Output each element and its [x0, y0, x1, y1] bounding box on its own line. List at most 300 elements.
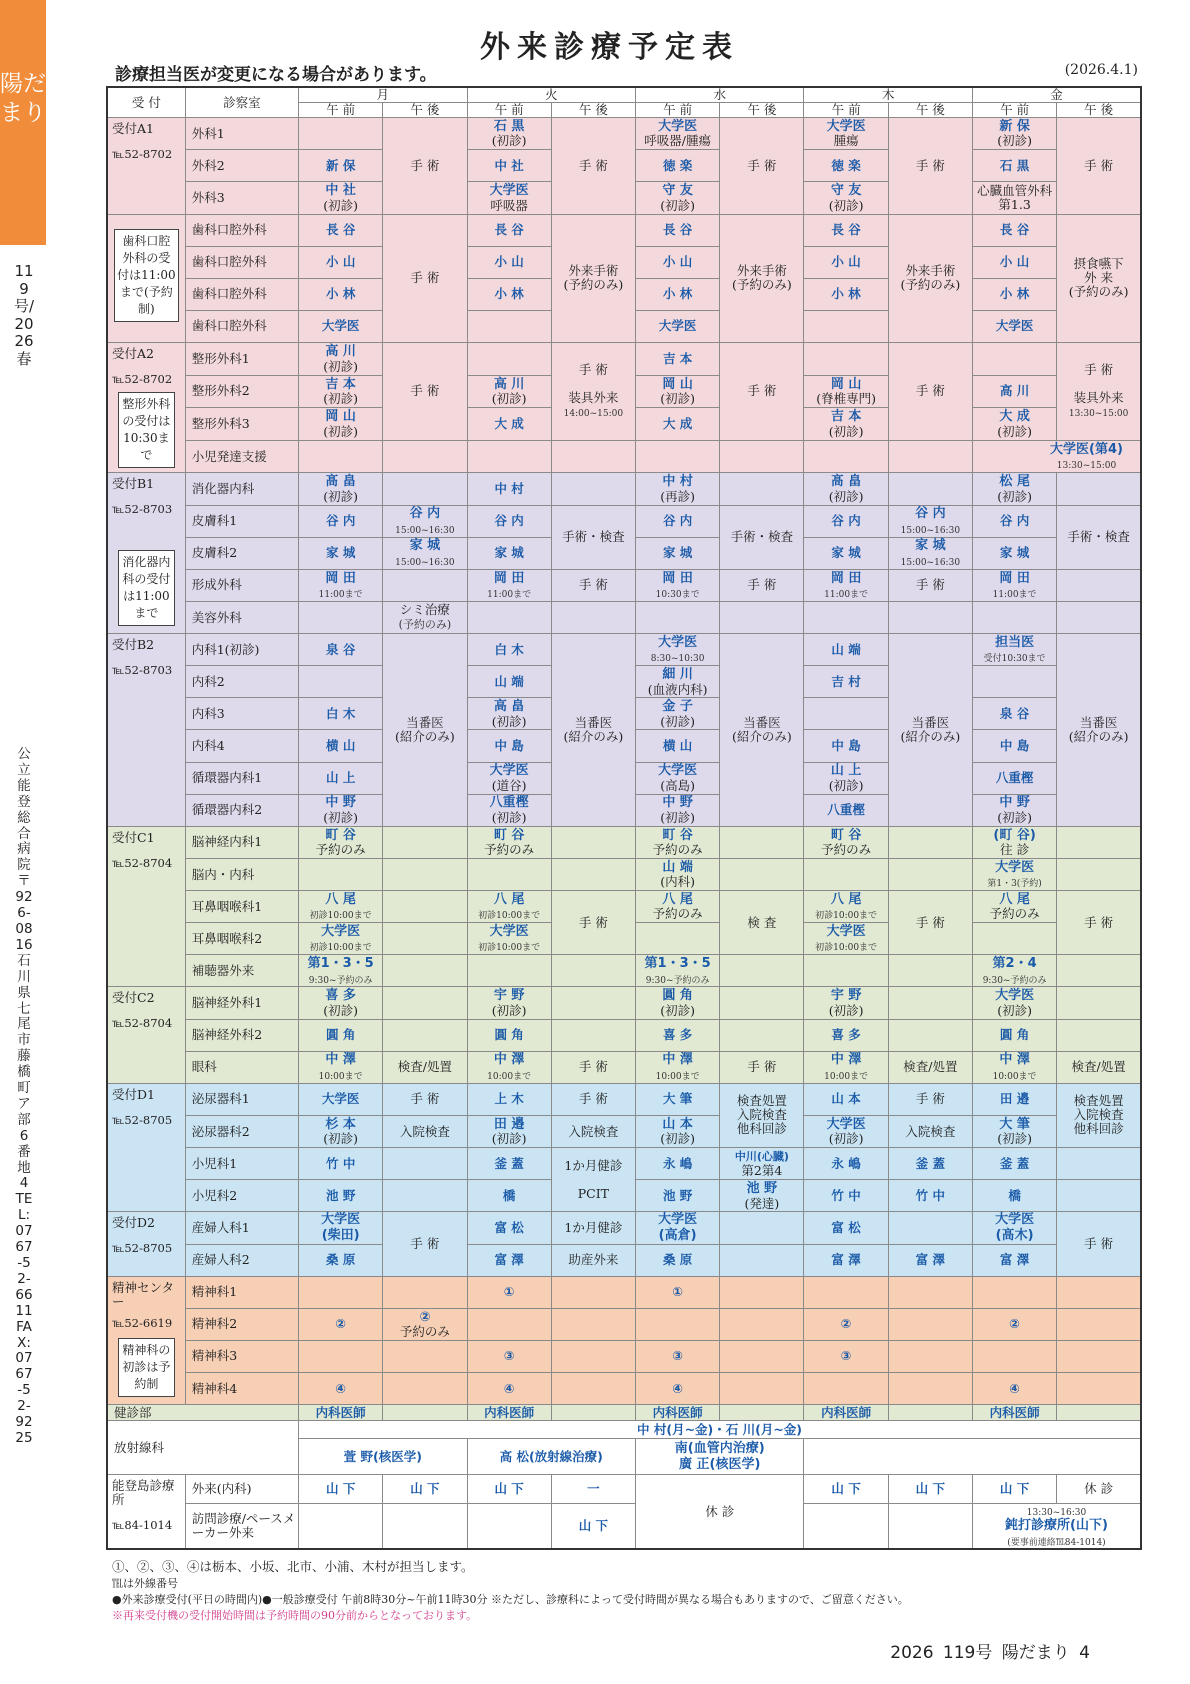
cell: 手 術 — [551, 891, 635, 955]
room: 外来(内科) — [185, 1475, 298, 1503]
cell: 富 松 — [467, 1212, 551, 1244]
room: 整形外科3 — [185, 408, 298, 441]
cell: 谷 内 — [636, 505, 720, 537]
cell: 小 山 — [467, 246, 551, 278]
cell: 吉 村 — [804, 666, 888, 698]
header-reception: 受 付 — [107, 87, 185, 118]
cell: 小 林 — [636, 278, 720, 310]
group-c1: 受付C1 ℡52-8704 — [107, 826, 185, 987]
cell: 喜 多 — [636, 1019, 720, 1051]
cell: 髙 畠 (初診) — [804, 473, 888, 505]
cell: 外来手術 (予約のみ) — [888, 214, 972, 343]
cell: 吉 本 — [636, 343, 720, 376]
room: 外科2 — [185, 150, 298, 182]
cell: 手 術 — [383, 118, 467, 214]
cell: 中 社 — [467, 150, 551, 182]
cell: 長 谷 — [467, 214, 551, 246]
room: 泌尿器科1 — [185, 1083, 298, 1115]
cell: 竹 中 — [804, 1180, 888, 1212]
cell: 山 下 — [383, 1475, 467, 1503]
cell: 細 川 (血液内科) — [636, 666, 720, 698]
footnote: ℡は外線番号 — [112, 1577, 178, 1590]
cell: 中川(心臓) 第2第4 — [720, 1148, 804, 1180]
cell: 山 下 — [804, 1475, 888, 1503]
cell: 高 川 (初診) — [299, 343, 383, 376]
cell: 山 本 (初診) — [636, 1115, 720, 1147]
cell: 桑 原 — [299, 1244, 383, 1276]
cell: 大 筆 (初診) — [972, 1115, 1056, 1147]
cell: 大学医 呼吸器/腫瘍 — [636, 118, 720, 150]
cell: 中 野 (初診) — [972, 794, 1056, 826]
cell: 手 術 — [888, 891, 972, 955]
cell: 当番医 (紹介のみ) — [551, 634, 635, 827]
cell: 手 術 — [1057, 891, 1141, 955]
cell: 検査/処置 — [888, 1051, 972, 1083]
cell: 山 端 (内科) — [636, 858, 720, 890]
schedule-table — [106, 86, 1142, 1550]
pm: 午 後 — [1057, 103, 1141, 118]
cell: 中 澤 10:00まで — [299, 1051, 383, 1083]
cell: 大学医 — [299, 310, 383, 342]
cell: 萱 野(核医学) — [299, 1439, 467, 1475]
cell: 岡 山 (脊椎専門) — [804, 375, 888, 408]
cell: 徳 楽 — [636, 150, 720, 182]
cell: 永 嶋 — [804, 1148, 888, 1180]
cell: 上 木 — [467, 1083, 551, 1115]
am: 午 前 — [972, 103, 1056, 118]
cell: 家 城 15:00~16:30 — [888, 537, 972, 569]
page-title: 外来診療予定表 — [480, 30, 739, 65]
cell: 富 松 — [804, 1212, 888, 1244]
group-c2: 受付C2 ℡52-8704 — [107, 987, 185, 1083]
room: 産婦人科2 — [185, 1244, 298, 1276]
cell: 谷 内 — [467, 505, 551, 537]
cell: 検査処置 入院検査 他科回診 — [720, 1083, 804, 1147]
cell: 富 澤 — [972, 1244, 1056, 1276]
cell: 手術・検査 — [1057, 505, 1141, 569]
cell: ④ — [636, 1373, 720, 1405]
cell: 白 木 — [299, 698, 383, 730]
room: 補聴器外来 — [185, 955, 298, 987]
cell: 南(血管内治療) 廣 正(核医学) — [636, 1439, 804, 1475]
cell: 大学医 (高島) — [636, 762, 720, 794]
cell: 金 子 (初診) — [636, 698, 720, 730]
cell — [804, 310, 888, 342]
cell: 横 山 — [299, 730, 383, 762]
cell: 谷 内 — [804, 505, 888, 537]
cell: 岡 田 11:00まで — [804, 569, 888, 601]
cell: 八重樫 — [972, 762, 1056, 794]
room: 精神科1 — [185, 1276, 298, 1308]
cell: 中 澤 10:00まで — [467, 1051, 551, 1083]
room: 歯科口腔外科 — [185, 214, 298, 246]
cell: 手 術 — [888, 118, 972, 214]
room: 内科2 — [185, 666, 298, 698]
cell: 内科医師 — [299, 1405, 383, 1421]
cell: 中 村 — [467, 473, 551, 505]
room: 外科1 — [185, 118, 298, 150]
cell: 山 端 — [804, 634, 888, 666]
cell: 岡 田 10:30まで — [636, 569, 720, 601]
cell: 検 査 — [720, 891, 804, 955]
cell: 手 術 — [720, 118, 804, 214]
page-footer: 2026 119号 陽だまり 4 — [890, 1643, 1090, 1663]
cell: 小 林 — [972, 278, 1056, 310]
cell: 手 術 — [551, 1083, 635, 1115]
cell: 手 術 — [551, 118, 635, 214]
room: 精神科3 — [185, 1340, 298, 1372]
group-radiology: 放射線科 — [107, 1421, 299, 1475]
cell: 手術・検査 — [551, 505, 635, 569]
group-a2: 受付A2 ℡52-8702 整形外科の受付は10:30まで — [107, 343, 185, 473]
pm: 午 後 — [551, 103, 635, 118]
cell: 手 術 装具外来 13:30~15:00 — [1057, 343, 1141, 441]
cell: 中 澤 10:00まで — [972, 1051, 1056, 1083]
am: 午 前 — [636, 103, 720, 118]
room: 循環器内科1 — [185, 762, 298, 794]
cell: 第2・4 9:30~予約のみ — [972, 955, 1056, 987]
cell: 山 端 — [467, 666, 551, 698]
cell: 徳 楽 — [804, 150, 888, 182]
cell: 一 — [551, 1475, 635, 1503]
cell: 内科医師 — [636, 1405, 720, 1421]
cell: 当番医 (紹介のみ) — [383, 634, 467, 827]
cell: 泉 谷 — [299, 634, 383, 666]
cell: 八 尾 予約のみ — [636, 891, 720, 923]
group-d1: 受付D1 ℡52-8705 — [107, 1083, 185, 1212]
cell: 大学医 初診10:00まで — [467, 923, 551, 955]
cell: 手 術 装具外来 14:00~15:00 — [551, 343, 635, 441]
cell: 外来手術 (予約のみ) — [551, 214, 635, 343]
group-psych: 精神センター ℡52-6619 精神科の初診は予約制 — [107, 1276, 185, 1405]
cell: 大学医 (柴田) — [299, 1212, 383, 1244]
cell: 新 保 (初診) — [972, 118, 1056, 150]
cell: 高 川 (初診) — [467, 375, 551, 408]
cell: 圓 角 — [972, 1019, 1056, 1051]
cell: シミ治療 (予約のみ) — [383, 601, 467, 633]
cell: 山 下 — [467, 1475, 551, 1503]
cell: 大学医 (高倉) — [636, 1212, 720, 1244]
cell: 池 野 — [636, 1180, 720, 1212]
cell: 小 林 — [467, 278, 551, 310]
room: 歯科口腔外科 — [185, 310, 298, 342]
cell: 手 術 — [551, 1051, 635, 1083]
cell: 中 社 (初診) — [299, 182, 383, 214]
cell: 谷 内 15:00~16:30 — [383, 505, 467, 537]
header-thu: 木 — [804, 87, 972, 103]
group-checkup: 健診部 — [107, 1405, 299, 1421]
cell: 中 村 (再診) — [636, 473, 720, 505]
cell: 吉 本 (初診) — [804, 408, 888, 441]
cell: 1か月健診 PCIT — [551, 1148, 635, 1212]
cell: ② — [972, 1308, 1056, 1340]
cell: 八 尾 初診10:00まで — [299, 891, 383, 923]
cell: 大学医 (初診) — [804, 1115, 888, 1147]
cell: 手 術 — [888, 1083, 972, 1115]
cell: 内科医師 — [972, 1405, 1056, 1421]
cell: 富 澤 — [804, 1244, 888, 1276]
cell: 守 友 (初診) — [804, 182, 888, 214]
cell: 家 城 — [972, 537, 1056, 569]
cell: 高 川 — [972, 375, 1056, 408]
cell: 大学医 (初診) — [972, 987, 1056, 1019]
room: 整形外科2 — [185, 375, 298, 408]
cell: 吉 本 (初診) — [299, 375, 383, 408]
cell: 池 野 — [299, 1180, 383, 1212]
cell: 池 野 (発達) — [720, 1180, 804, 1212]
cell: 岡 田 11:00まで — [467, 569, 551, 601]
cell: 谷 内 — [299, 505, 383, 537]
cell: 心臓血管外科 第1.3 — [972, 182, 1056, 214]
address-vertical: 公立能登総合病院 〒926-0816 石川県七尾市藤橋町ア部6番地4 TEL:0767-52-6611 FAX:0767-52-9225 — [15, 746, 33, 1446]
cell: 大学医 (道谷) — [467, 762, 551, 794]
room: 小児発達支援 — [185, 440, 298, 473]
group-b2: 受付B2 ℡52-8703 — [107, 634, 185, 827]
cell: (町 谷) 往 診 — [972, 826, 1056, 858]
room: 小児科1 — [185, 1148, 298, 1180]
cell: 入院検査 — [888, 1115, 972, 1147]
footnote: ※再来受付機の受付開始時間は予約時間の90分前からとなっております。 — [112, 1609, 478, 1622]
issue-vertical: 119号/2026春 — [14, 262, 35, 368]
cell: 石 黒 — [972, 150, 1056, 182]
room: 美容外科 — [185, 601, 298, 633]
cell: ④ — [467, 1373, 551, 1405]
cell: 山 下 — [551, 1503, 635, 1549]
cell: 大学医 — [636, 310, 720, 342]
room: 泌尿器科2 — [185, 1115, 298, 1147]
room: 脳内・内科 — [185, 858, 298, 890]
cell: 内科医師 — [467, 1405, 551, 1421]
cell: 手 術 — [1057, 118, 1141, 214]
cell: 町 谷 予約のみ — [467, 826, 551, 858]
cell: 町 谷 予約のみ — [636, 826, 720, 858]
cell: 八 尾 初診10:00まで — [467, 891, 551, 923]
cell: 手 術 — [720, 343, 804, 441]
cell: 中 野 (初診) — [299, 794, 383, 826]
cell: 入院検査 — [551, 1115, 635, 1147]
note-dental: 歯科口腔外科の受付は11:00まで(予約制) — [107, 214, 185, 343]
cell: ④ — [972, 1373, 1056, 1405]
cell: 高 松(放射線治療) — [467, 1439, 635, 1475]
cell: 永 嶋 — [636, 1148, 720, 1180]
cell: 入院検査 — [383, 1115, 467, 1147]
cell: 手 術 — [383, 1212, 467, 1276]
room: 脳神経内科1 — [185, 826, 298, 858]
cell: ③ — [467, 1340, 551, 1372]
cell: 家 城 — [636, 537, 720, 569]
cell: 圓 角 — [299, 1019, 383, 1051]
cell: ② 予約のみ — [383, 1308, 467, 1340]
cell: ③ — [636, 1340, 720, 1372]
cell: 検査/処置 — [383, 1051, 467, 1083]
cell: 手 術 — [720, 1051, 804, 1083]
cell: 中 村(月~金)・石 川(月~金) — [299, 1421, 1141, 1439]
cell: 外来手術 (予約のみ) — [720, 214, 804, 343]
group-d2: 受付D2 ℡52-8705 — [107, 1212, 185, 1276]
cell: 山 上 (初診) — [804, 762, 888, 794]
cell: 泉 谷 — [972, 698, 1056, 730]
cell: 釜 蓋 — [972, 1148, 1056, 1180]
cell: 中 島 — [467, 730, 551, 762]
room: 皮膚科2 — [185, 537, 298, 569]
cell: 竹 中 — [888, 1180, 972, 1212]
cell: 休 診 — [1057, 1475, 1141, 1503]
cell: 橋 — [972, 1180, 1056, 1212]
cell: 内科医師 — [804, 1405, 888, 1421]
cell: 大学医 初診10:00まで — [804, 923, 888, 955]
cell: ② — [299, 1308, 383, 1340]
cell: 助産外来 — [551, 1244, 635, 1276]
cell: 橋 — [467, 1180, 551, 1212]
cell: ① — [467, 1276, 551, 1308]
cell: 大 筆 — [636, 1083, 720, 1115]
cell: 第1・3・5 9:30~予約のみ — [636, 955, 720, 987]
cell: 大 成 — [636, 408, 720, 441]
cell: 宇 野 (初診) — [804, 987, 888, 1019]
cell: 摂食嚥下 外 来 (予約のみ) — [1057, 214, 1141, 343]
am: 午 前 — [804, 103, 888, 118]
cell: 山 下 — [888, 1475, 972, 1503]
cell: 小 林 — [804, 278, 888, 310]
cell: 田 邉 — [972, 1083, 1056, 1115]
room: 脳神経外科2 — [185, 1019, 298, 1051]
room: 皮膚科1 — [185, 505, 298, 537]
pm: 午 後 — [383, 103, 467, 118]
cell: 当番医 (紹介のみ) — [1057, 634, 1141, 827]
cell: 長 谷 — [636, 214, 720, 246]
cell: 大学医 — [299, 1083, 383, 1115]
cell: 手 術 — [383, 214, 467, 343]
cell: 中 澤 10:00まで — [636, 1051, 720, 1083]
date: (2026.4.1) — [1064, 62, 1138, 78]
room: 脳神経外科1 — [185, 987, 298, 1019]
room: 消化器内科 — [185, 473, 298, 505]
cell: 石 黒 (初診) — [467, 118, 551, 150]
cell: 小 山 — [636, 246, 720, 278]
cell: 町 谷 予約のみ — [299, 826, 383, 858]
room: 内科4 — [185, 730, 298, 762]
room: 訪問診療/ペースメーカー外来 — [185, 1503, 298, 1549]
header-room: 診察室 — [185, 87, 298, 118]
room: 歯科口腔外科 — [185, 246, 298, 278]
footnote: ●外来診療受付(平日の時間内)●一般診療受付 午前8時30分~午前11時30分 ※ただし、診療科によって受付時間が異なる場合もありますので、ご留意ください。 — [112, 1593, 909, 1606]
cell: 手術・検査 — [720, 505, 804, 569]
cell: 大学医 初診10:00まで — [299, 923, 383, 955]
cell: 宇 野 (初診) — [467, 987, 551, 1019]
cell: 手 術 — [888, 343, 972, 441]
cell: 横 山 — [636, 730, 720, 762]
cell: ④ — [299, 1373, 383, 1405]
room: 形成外科 — [185, 569, 298, 601]
cell: 中 野 (初診) — [636, 794, 720, 826]
cell: 八 尾 初診10:00まで — [804, 891, 888, 923]
cell: 田 邉 (初診) — [467, 1115, 551, 1147]
cell: 手 術 — [551, 569, 635, 601]
cell: 家 城 — [299, 537, 383, 569]
cell: 桑 原 — [636, 1244, 720, 1276]
cell: 八重樫 — [804, 794, 888, 826]
room: 内科3 — [185, 698, 298, 730]
cell: 小 山 — [804, 246, 888, 278]
group-b1: 受付B1 ℡52-8703 消化器内科の受付は11:00まで — [107, 473, 185, 634]
cell: 大学医 8:30~10:30 — [636, 634, 720, 666]
room: 耳鼻咽喉科1 — [185, 891, 298, 923]
cell: 守 友 (初診) — [636, 182, 720, 214]
cell: 中 澤 10:00まで — [804, 1051, 888, 1083]
cell: 岡 山 (初診) — [299, 408, 383, 441]
cell: 小 山 — [972, 246, 1056, 278]
cell: 休 診 — [636, 1475, 804, 1549]
cell: 大 成 (初診) — [972, 408, 1056, 441]
cell: 大学医 第1・3(予約) — [972, 858, 1056, 890]
cell: ① — [636, 1276, 720, 1308]
cell: 小 林 — [299, 278, 383, 310]
room: 外科3 — [185, 182, 298, 214]
header-mon: 月 — [299, 87, 467, 103]
cell: 釜 蓋 — [888, 1148, 972, 1180]
pm: 午 後 — [888, 103, 972, 118]
room: 歯科口腔外科 — [185, 278, 298, 310]
cell: 大学医 腫瘍 — [804, 118, 888, 150]
room: 精神科4 — [185, 1373, 298, 1405]
cell: 松 尾 (初診) — [972, 473, 1056, 505]
cell: 中 島 — [804, 730, 888, 762]
room: 精神科2 — [185, 1308, 298, 1340]
cell: 喜 多 — [804, 1019, 888, 1051]
cell: 大学医 (髙木) — [972, 1212, 1056, 1244]
cell: 大学医 呼吸器 — [467, 182, 551, 214]
cell: 谷 内 15:00~16:30 — [888, 505, 972, 537]
cell: 当番医 (紹介のみ) — [888, 634, 972, 827]
notice: 診療担当医が変更になる場合があります。 — [115, 65, 437, 85]
cell: 第1・3・5 9:30~予約のみ — [299, 955, 383, 987]
cell: 小 山 — [299, 246, 383, 278]
cell: 喜 多 (初診) — [299, 987, 383, 1019]
cell — [467, 310, 551, 342]
cell: 1か月健診 — [551, 1212, 635, 1244]
am: 午 前 — [467, 103, 551, 118]
cell: 大 成 — [467, 408, 551, 441]
room: 産婦人科1 — [185, 1212, 298, 1244]
room: 小児科2 — [185, 1180, 298, 1212]
group-a1: 受付A1 ℡52-8702 — [107, 118, 185, 214]
cell: 検査処置 入院検査 他科回診 — [1057, 1083, 1141, 1147]
cell: 富 澤 — [888, 1244, 972, 1276]
cell: 家 城 15:00~16:30 — [383, 537, 467, 569]
cell: 担当医 受付10:30まで — [972, 634, 1056, 666]
header-fri: 金 — [972, 87, 1141, 103]
cell: 山 本 — [804, 1083, 888, 1115]
cell: 岡 田 11:00まで — [299, 569, 383, 601]
header-tue: 火 — [467, 87, 635, 103]
cell: ③ — [804, 1340, 888, 1372]
cell: 圓 角 (初診) — [636, 987, 720, 1019]
cell: 当番医 (紹介のみ) — [720, 634, 804, 827]
cell: ② — [804, 1308, 888, 1340]
cell: 手 術 — [720, 569, 804, 601]
cell: 岡 田 11:00まで — [972, 569, 1056, 601]
cell: 高 畠 (初診) — [467, 698, 551, 730]
cell: 新 保 — [299, 150, 383, 182]
cell: 八重樫 (初診) — [467, 794, 551, 826]
cell: 圓 角 — [467, 1019, 551, 1051]
footnote: ①、②、③、④は栃本、小坂、北市、小浦、木村が担当します。 — [112, 1559, 474, 1574]
header-wed: 水 — [636, 87, 804, 103]
cell: 検査/処置 — [1057, 1051, 1141, 1083]
cell: 手 術 — [383, 1083, 467, 1115]
room: 循環器内科2 — [185, 794, 298, 826]
room: 眼科 — [185, 1051, 298, 1083]
